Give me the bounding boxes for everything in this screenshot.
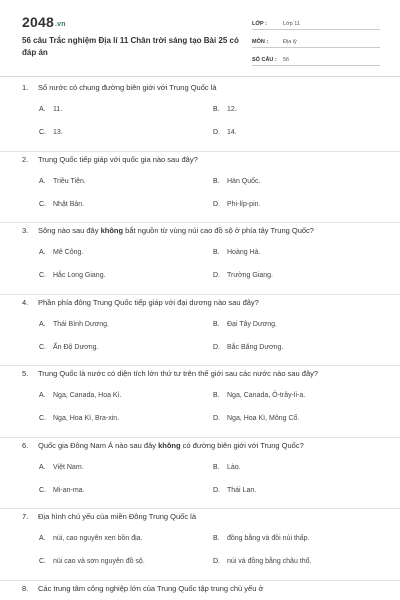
question-4: [0, 295, 400, 367]
question-stem: Sông nào sau đây: [38, 226, 101, 235]
question-number: 3.: [22, 226, 29, 235]
option-letter: C.: [39, 343, 46, 351]
option-text: núi cao và sơn nguyên đồ sộ.: [53, 558, 145, 565]
option-letter: B.: [213, 463, 220, 471]
option-letter: B.: [213, 392, 220, 399]
option-letter: B.: [213, 106, 220, 113]
option-text: Phi-líp-pin.: [227, 200, 261, 208]
option-c[interactable]: [39, 343, 189, 353]
question-stem: Trung Quốc là nước có diện tích lớn thứ tư trên thế giới sau các nước nào sau đây?: [38, 369, 319, 378]
question-7: [0, 509, 400, 581]
question-emphasis: không: [100, 226, 124, 235]
option-letter: B.: [213, 535, 220, 542]
option-a[interactable]: [39, 463, 189, 473]
question-2: [0, 152, 400, 224]
option-text: Việt Nam.: [53, 463, 84, 471]
option-a[interactable]: [39, 391, 189, 401]
option-letter: C.: [39, 129, 46, 136]
option-letter: D.: [213, 129, 220, 136]
option-b[interactable]: [213, 248, 363, 258]
meta-label: MÔN :: [252, 39, 269, 45]
option-letter: D.: [213, 343, 220, 351]
question-number: 1.: [22, 83, 29, 92]
option-d[interactable]: [213, 343, 363, 353]
option-letter: C.: [39, 558, 46, 565]
option-text: Bắc Băng Dương.: [227, 343, 284, 351]
option-text: Nga, Hoa Kì, Mông Cổ.: [227, 415, 300, 422]
option-letter: A.: [39, 392, 46, 399]
document-title: 56 câu Trắc nghiệm Địa lí 11 Chân trời sáng tạo Bài 25 có đáp án: [22, 36, 239, 57]
option-letter: A.: [39, 463, 46, 471]
question-stem: Quốc gia Đông Nam Á nào sau đây: [38, 440, 159, 450]
question-number: 4.: [22, 297, 29, 307]
question-number: 5.: [22, 369, 29, 378]
question-number: 2.: [22, 154, 29, 164]
option-letter: D.: [213, 486, 220, 494]
option-c[interactable]: [39, 128, 189, 138]
option-letter: B.: [213, 320, 220, 328]
question-text: [22, 512, 382, 522]
site-logo[interactable]: [22, 14, 66, 30]
question-text: [22, 155, 382, 165]
option-a[interactable]: [39, 320, 189, 330]
option-b[interactable]: [213, 320, 363, 330]
option-text: Triều Tiên.: [53, 177, 86, 185]
question-stem: Địa hình chủ yếu của miền Đông Trung Quốc là: [38, 512, 197, 521]
option-d[interactable]: [213, 414, 363, 424]
option-d[interactable]: [213, 557, 363, 567]
option-letter: C.: [39, 200, 46, 208]
header-divider: [0, 76, 400, 77]
option-a[interactable]: [39, 105, 189, 115]
option-d[interactable]: [213, 128, 363, 138]
question-stem-end: có đường biên giới với Trung Quốc?: [180, 440, 304, 450]
option-letter: D.: [213, 200, 220, 208]
meta-label: LỚP :: [252, 21, 267, 27]
question-number: 6.: [22, 440, 29, 450]
option-text: Hoàng Hà.: [227, 249, 261, 256]
question-text: [22, 441, 382, 451]
option-letter: C.: [39, 486, 46, 494]
option-d[interactable]: [213, 486, 363, 496]
option-c[interactable]: [39, 200, 189, 210]
option-c[interactable]: [39, 557, 189, 567]
logo-tld: .vn: [54, 21, 66, 28]
option-text: Đại Tây Dương.: [227, 320, 277, 328]
option-text: Nhật Bản.: [53, 200, 85, 208]
question-stem-end: bắt nguồn từ vùng núi cao đồ sộ ở phía tây Trung Quốc?: [123, 226, 314, 235]
option-a[interactable]: [39, 177, 189, 187]
question-5: [0, 366, 400, 438]
option-letter: C.: [39, 415, 46, 422]
option-b[interactable]: [213, 105, 363, 115]
question-6: [0, 438, 400, 510]
option-text: Mi-an-ma.: [53, 486, 85, 494]
option-a[interactable]: [39, 534, 189, 544]
option-letter: B.: [213, 249, 220, 256]
option-text: 13.: [53, 129, 63, 136]
option-a[interactable]: [39, 248, 189, 258]
option-letter: C.: [39, 272, 46, 279]
meta-label: SỐ CÂU :: [252, 57, 277, 63]
option-b[interactable]: [213, 177, 363, 187]
option-letter: D.: [213, 415, 220, 422]
option-text: Thái Lan.: [227, 486, 257, 494]
question-emphasis: không: [158, 440, 181, 450]
option-text: Nga, Hoa Kì, Bra-xin.: [53, 415, 120, 422]
option-text: Lào.: [227, 463, 241, 471]
option-c[interactable]: [39, 486, 189, 496]
option-letter: A.: [39, 177, 46, 185]
option-text: Trường Giang.: [227, 272, 273, 279]
option-text: Mê Công.: [53, 249, 84, 256]
question-stem: Các trung tâm công nghiệp lớn của Trung Quốc tập trung chủ yếu ở: [38, 583, 264, 593]
option-d[interactable]: [213, 200, 363, 210]
logo-text: 2048: [22, 14, 54, 30]
question-text: [22, 369, 382, 379]
option-c[interactable]: [39, 414, 189, 424]
option-text: Hắc Long Giang.: [53, 272, 106, 279]
option-letter: B.: [213, 177, 220, 185]
meta-value-subject: Địa lý: [283, 39, 297, 45]
question-stem: Trung Quốc tiếp giáp với quốc gia nào sau đây?: [38, 154, 198, 164]
option-text: Nga, Canada, Hoa Kì.: [53, 392, 122, 399]
meta-row-subject: [252, 32, 380, 48]
option-letter: A.: [39, 320, 46, 328]
meta-row-count: [252, 50, 380, 66]
meta-value-grade: Lớp 11: [283, 21, 300, 27]
page-header: [0, 0, 400, 72]
option-letter: A.: [39, 249, 46, 256]
option-c[interactable]: [39, 271, 189, 281]
option-b[interactable]: [213, 463, 363, 473]
option-letter: D.: [213, 272, 220, 279]
question-number: 7.: [22, 512, 29, 521]
option-letter: A.: [39, 535, 46, 542]
option-text: Thái Bình Dương.: [53, 320, 109, 328]
option-letter: D.: [213, 558, 220, 565]
meta-value-count: 56: [283, 57, 290, 63]
question-stem: Phần phía đông Trung Quốc tiếp giáp với đại dương nào sau đây?: [38, 297, 259, 307]
question-number: 8.: [22, 583, 29, 593]
option-text: 11.: [53, 106, 63, 113]
question-1: [0, 80, 400, 152]
question-3: [0, 223, 400, 295]
option-text: núi và đồng bằng châu thổ.: [227, 558, 312, 565]
option-b[interactable]: [213, 534, 363, 544]
option-text: đồng bằng và đồi núi thấp.: [227, 535, 310, 542]
option-text: 14.: [227, 129, 237, 136]
option-text: Nga, Canada, Ô-trây-li-a.: [227, 392, 306, 399]
option-text: 12.: [227, 106, 237, 113]
meta-row-grade: [252, 14, 380, 30]
question-text: [22, 298, 382, 308]
document-meta: [252, 14, 380, 68]
question-text: [22, 226, 382, 236]
option-b[interactable]: [213, 391, 363, 401]
option-text: Ấn Độ Dương.: [53, 343, 99, 351]
question-text: [22, 584, 382, 594]
option-text: Hàn Quốc.: [227, 177, 261, 185]
question-text: [22, 83, 382, 93]
question-stem: Số nước có chung đường biên giới với Trung Quốc là: [38, 83, 217, 92]
question-list: [0, 80, 400, 600]
option-letter: A.: [39, 106, 46, 113]
option-text: núi, cao nguyên xen bồn địa.: [53, 535, 143, 542]
option-d[interactable]: [213, 271, 363, 281]
question-8: [0, 581, 400, 600]
